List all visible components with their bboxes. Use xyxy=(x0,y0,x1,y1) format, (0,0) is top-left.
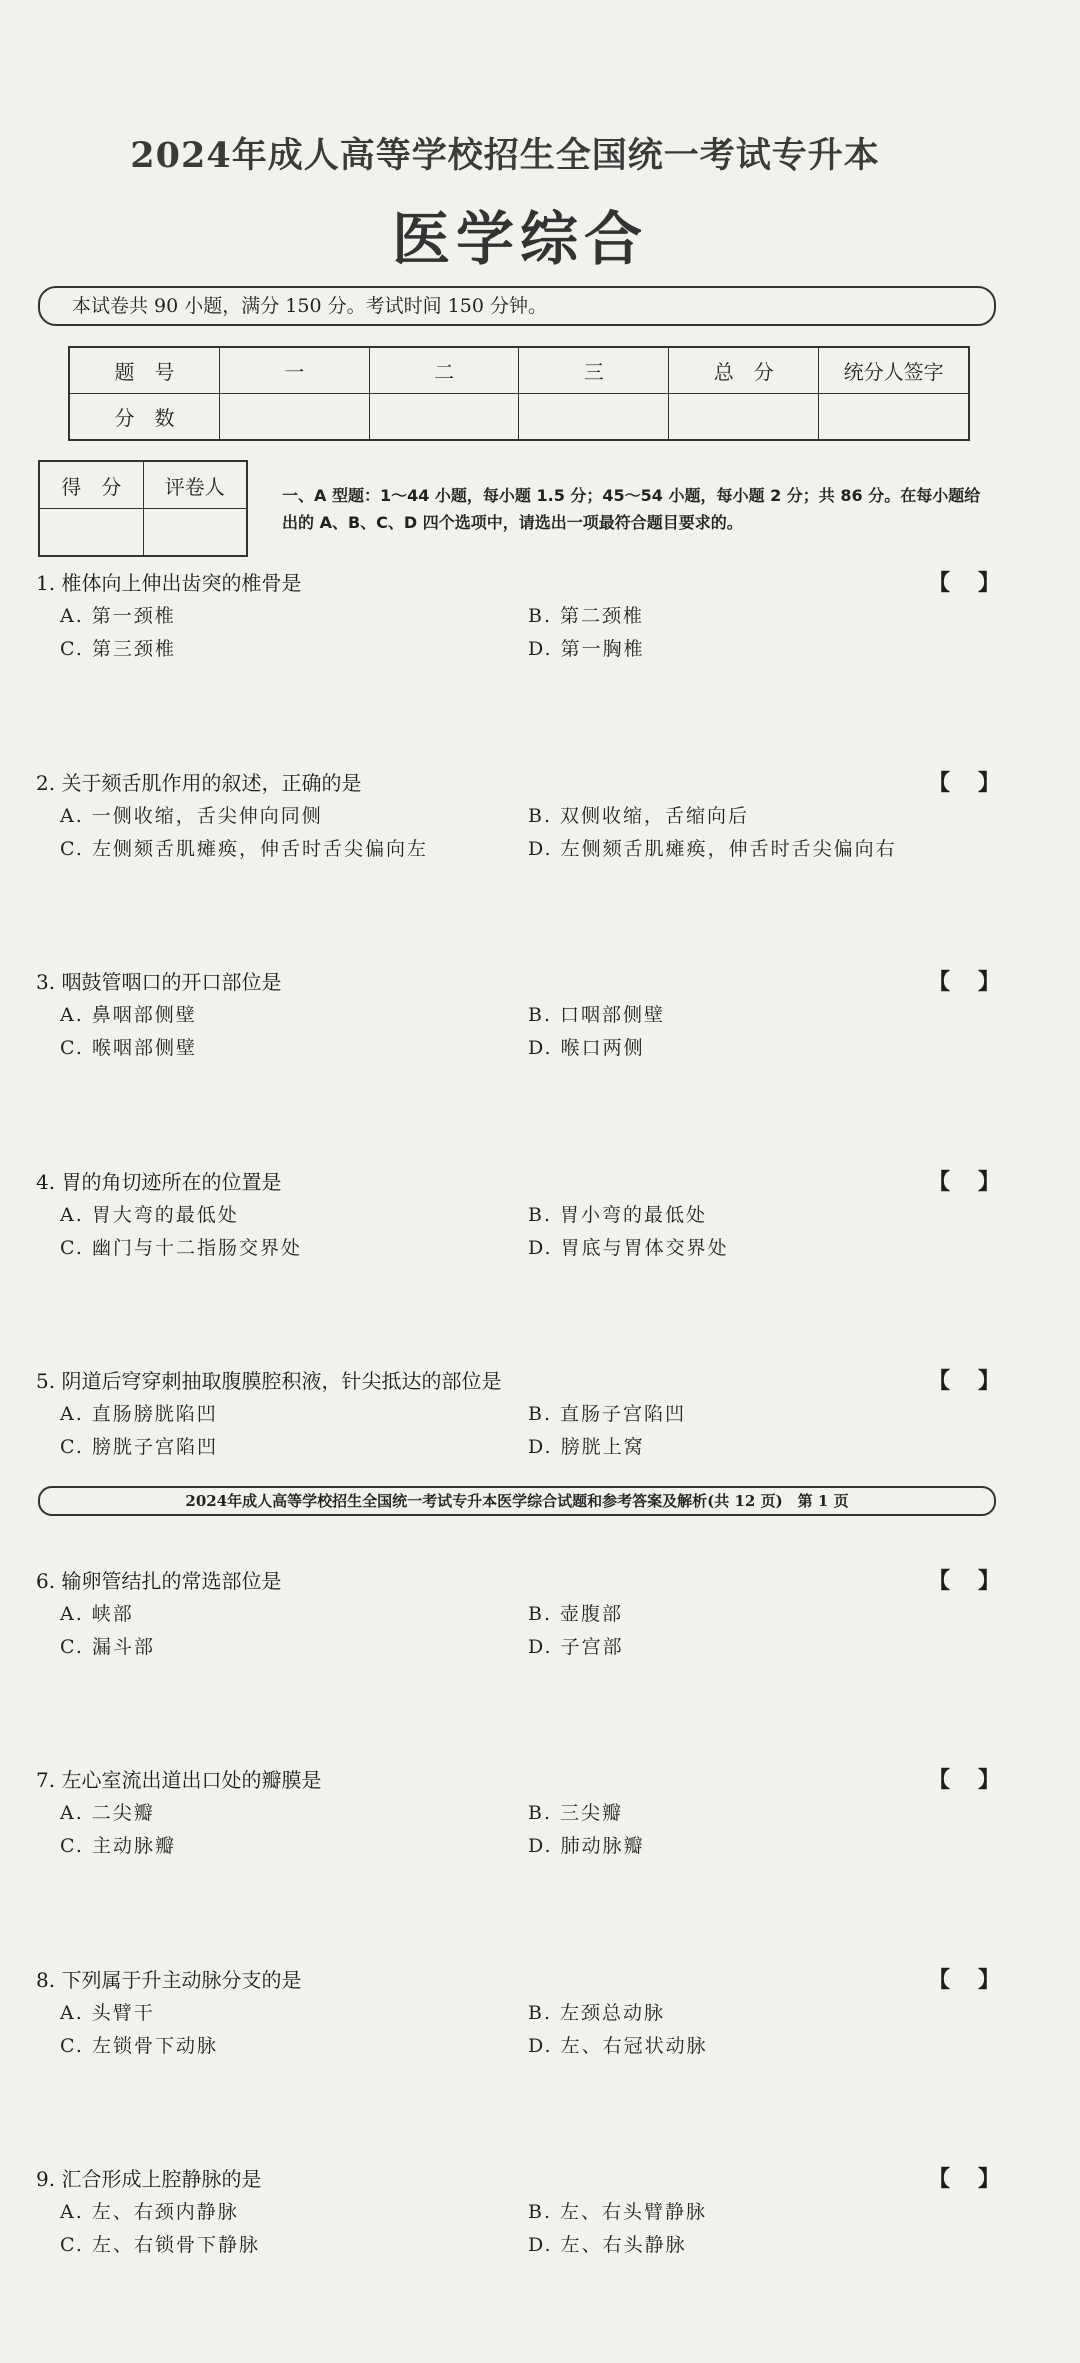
option-b: B. 三尖瓣 xyxy=(528,1802,624,1824)
bracket-open: 【 xyxy=(928,1767,951,1793)
option-b: B. 双侧收缩，舌缩向后 xyxy=(528,804,750,827)
option-b: B. 第二颈椎 xyxy=(528,605,645,627)
subject-title: 医学综合 xyxy=(391,205,648,273)
bracket-close: 】 xyxy=(977,969,1000,995)
bracket-open: 【 xyxy=(928,570,951,596)
answer-bracket[interactable] xyxy=(928,1764,1000,1796)
option-d: D. 左侧颏舌肌瘫痪，伸舌时舌尖偏向右 xyxy=(528,837,897,860)
option-b: B. 直肠子宫陷凹 xyxy=(528,1403,687,1425)
score-cell-part-1[interactable] xyxy=(219,394,369,441)
option-b: B. 胃小弯的最低处 xyxy=(528,1203,708,1226)
question-item xyxy=(36,1166,1006,1366)
question-stem: 3. 咽鼓管咽口的开口部位是 xyxy=(36,970,282,994)
bracket-open: 【 xyxy=(928,1368,951,1394)
option-c: C. 幽门与十二指肠交界处 xyxy=(60,1236,302,1259)
question-item xyxy=(36,966,1006,1166)
question-stem: 2. 关于颏舌肌作用的叙述，正确的是 xyxy=(36,770,362,795)
bracket-close: 】 xyxy=(977,570,1000,596)
option-d: D. 膀胱上窝 xyxy=(528,1436,645,1458)
option-a: A. 左、右颈内静脉 xyxy=(60,2201,239,2223)
section-heading: 一、A 型题：1～44 小题，每小题 1.5 分；45～54 小题，每小题 2 分；共 86 分。在每小题给出的 A、B、C、D 四个选项中，请选出一项最符合题目要求的。 xyxy=(282,486,981,532)
question-list xyxy=(36,567,1006,2363)
option-a: A. 直肠膀胱陷凹 xyxy=(60,1403,218,1425)
score-header-signature: 统分人签字 xyxy=(819,347,969,394)
option-d: D. 子宫部 xyxy=(528,1635,624,1658)
score-header-question-no: 题 号 xyxy=(69,347,219,394)
question-item xyxy=(36,1565,1006,1765)
question-item xyxy=(36,2163,1006,2363)
score-table-header-row xyxy=(69,347,969,394)
score-cell-signature[interactable] xyxy=(819,394,969,441)
answer-bracket[interactable] xyxy=(928,567,1000,599)
score-header-part-1: 一 xyxy=(219,347,369,394)
option-a: A. 二尖瓣 xyxy=(60,1802,155,1824)
option-a: A. 胃大弯的最低处 xyxy=(60,1203,239,1226)
grader-score-label: 得 分 xyxy=(39,461,143,509)
option-b: B. 口咽部侧壁 xyxy=(528,1004,666,1026)
option-b: B. 壶腹部 xyxy=(528,1602,624,1625)
option-c: C. 左侧颏舌肌瘫痪，伸舌时舌尖偏向左 xyxy=(60,837,428,860)
exam-title: 2024年成人高等学校招生全国统一考试专升本 xyxy=(130,135,880,176)
question-stem: 6. 输卵管结扎的常选部位是 xyxy=(36,1568,282,1593)
answer-bracket[interactable] xyxy=(928,1964,1000,1996)
option-d: D. 胃底与胃体交界处 xyxy=(528,1236,729,1259)
bracket-open: 【 xyxy=(928,969,951,995)
option-c: C. 左、右锁骨下静脉 xyxy=(60,2234,260,2256)
score-cell-total[interactable] xyxy=(669,394,819,441)
grader-score-cell[interactable] xyxy=(39,509,143,557)
option-c: C. 主动脉瓣 xyxy=(60,1835,176,1857)
option-b: B. 左、右头臂静脉 xyxy=(528,2201,708,2223)
question-item xyxy=(36,1764,1006,1964)
answer-bracket[interactable] xyxy=(928,767,1000,799)
option-a: A. 头臂干 xyxy=(60,2001,155,2024)
score-header-total: 总 分 xyxy=(669,347,819,394)
option-c: C. 第三颈椎 xyxy=(60,638,176,660)
answer-bracket[interactable] xyxy=(928,1565,1000,1597)
question-stem: 9. 汇合形成上腔静脉的是 xyxy=(36,2167,262,2191)
question-item xyxy=(36,1964,1006,2164)
question-stem: 4. 胃的角切迹所在的位置是 xyxy=(36,1169,282,1194)
option-a: A. 第一颈椎 xyxy=(60,605,176,627)
bracket-close: 】 xyxy=(977,1767,1000,1793)
score-cell-part-2[interactable] xyxy=(369,394,519,441)
bracket-open: 【 xyxy=(928,1966,951,1993)
option-a: A. 鼻咽部侧壁 xyxy=(60,1004,197,1026)
question-item xyxy=(36,567,1006,767)
bracket-close: 】 xyxy=(977,1966,1000,1993)
question-stem: 5. 阴道后穹穿刺抽取腹膜腔积液，针尖抵达的部位是 xyxy=(36,1369,502,1393)
grader-table xyxy=(38,460,248,557)
page-footer: 2024年成人高等学校招生全国统一考试专升本医学综合试题和参考答案及解析(共 12 页) 第 1 页 xyxy=(38,1486,996,1516)
bracket-close: 】 xyxy=(977,1567,1000,1594)
answer-bracket[interactable] xyxy=(928,2163,1000,2195)
bracket-close: 】 xyxy=(977,1168,1000,1195)
bracket-open: 【 xyxy=(928,769,951,796)
option-c: C. 左锁骨下动脉 xyxy=(60,2034,218,2057)
bracket-open: 【 xyxy=(928,1168,951,1195)
score-header-part-2: 二 xyxy=(369,347,519,394)
answer-bracket[interactable] xyxy=(928,966,1000,998)
question-item xyxy=(36,1365,1006,1565)
option-d: D. 左、右冠状动脉 xyxy=(528,2034,708,2057)
question-item xyxy=(36,767,1006,967)
bracket-open: 【 xyxy=(928,1567,951,1594)
option-c: C. 喉咽部侧壁 xyxy=(60,1037,197,1059)
option-a: A. 峡部 xyxy=(60,1602,134,1625)
option-a: A. 一侧收缩，舌尖伸向同侧 xyxy=(60,804,323,827)
score-row-label: 分 数 xyxy=(69,394,219,441)
bracket-open: 【 xyxy=(928,2166,951,2192)
score-header-part-3: 三 xyxy=(519,347,669,394)
answer-bracket[interactable] xyxy=(928,1365,1000,1397)
exam-info-box: 本试卷共 90 小题，满分 150 分。考试时间 150 分钟。 xyxy=(38,286,996,326)
score-cell-part-3[interactable] xyxy=(519,394,669,441)
question-stem: 1. 椎体向上伸出齿突的椎骨是 xyxy=(36,571,302,595)
bracket-close: 】 xyxy=(977,769,1000,796)
bracket-close: 】 xyxy=(977,1368,1000,1394)
option-d: D. 左、右头静脉 xyxy=(528,2234,687,2256)
question-stem: 8. 下列属于升主动脉分支的是 xyxy=(36,1967,302,1992)
grader-name-label: 评卷人 xyxy=(143,461,247,509)
answer-bracket[interactable] xyxy=(928,1166,1000,1198)
option-b: B. 左颈总动脉 xyxy=(528,2001,666,2024)
score-table xyxy=(68,346,970,441)
option-c: C. 膀胱子宫陷凹 xyxy=(60,1436,218,1458)
score-table-score-row xyxy=(69,394,969,441)
option-d: D. 第一胸椎 xyxy=(528,638,645,660)
grader-name-cell[interactable] xyxy=(143,509,247,557)
bracket-close: 】 xyxy=(977,2166,1000,2192)
option-d: D. 肺动脉瓣 xyxy=(528,1835,645,1857)
question-stem: 7. 左心室流出道出口处的瓣膜是 xyxy=(36,1768,322,1792)
option-c: C. 漏斗部 xyxy=(60,1635,155,1658)
option-d: D. 喉口两侧 xyxy=(528,1037,645,1059)
